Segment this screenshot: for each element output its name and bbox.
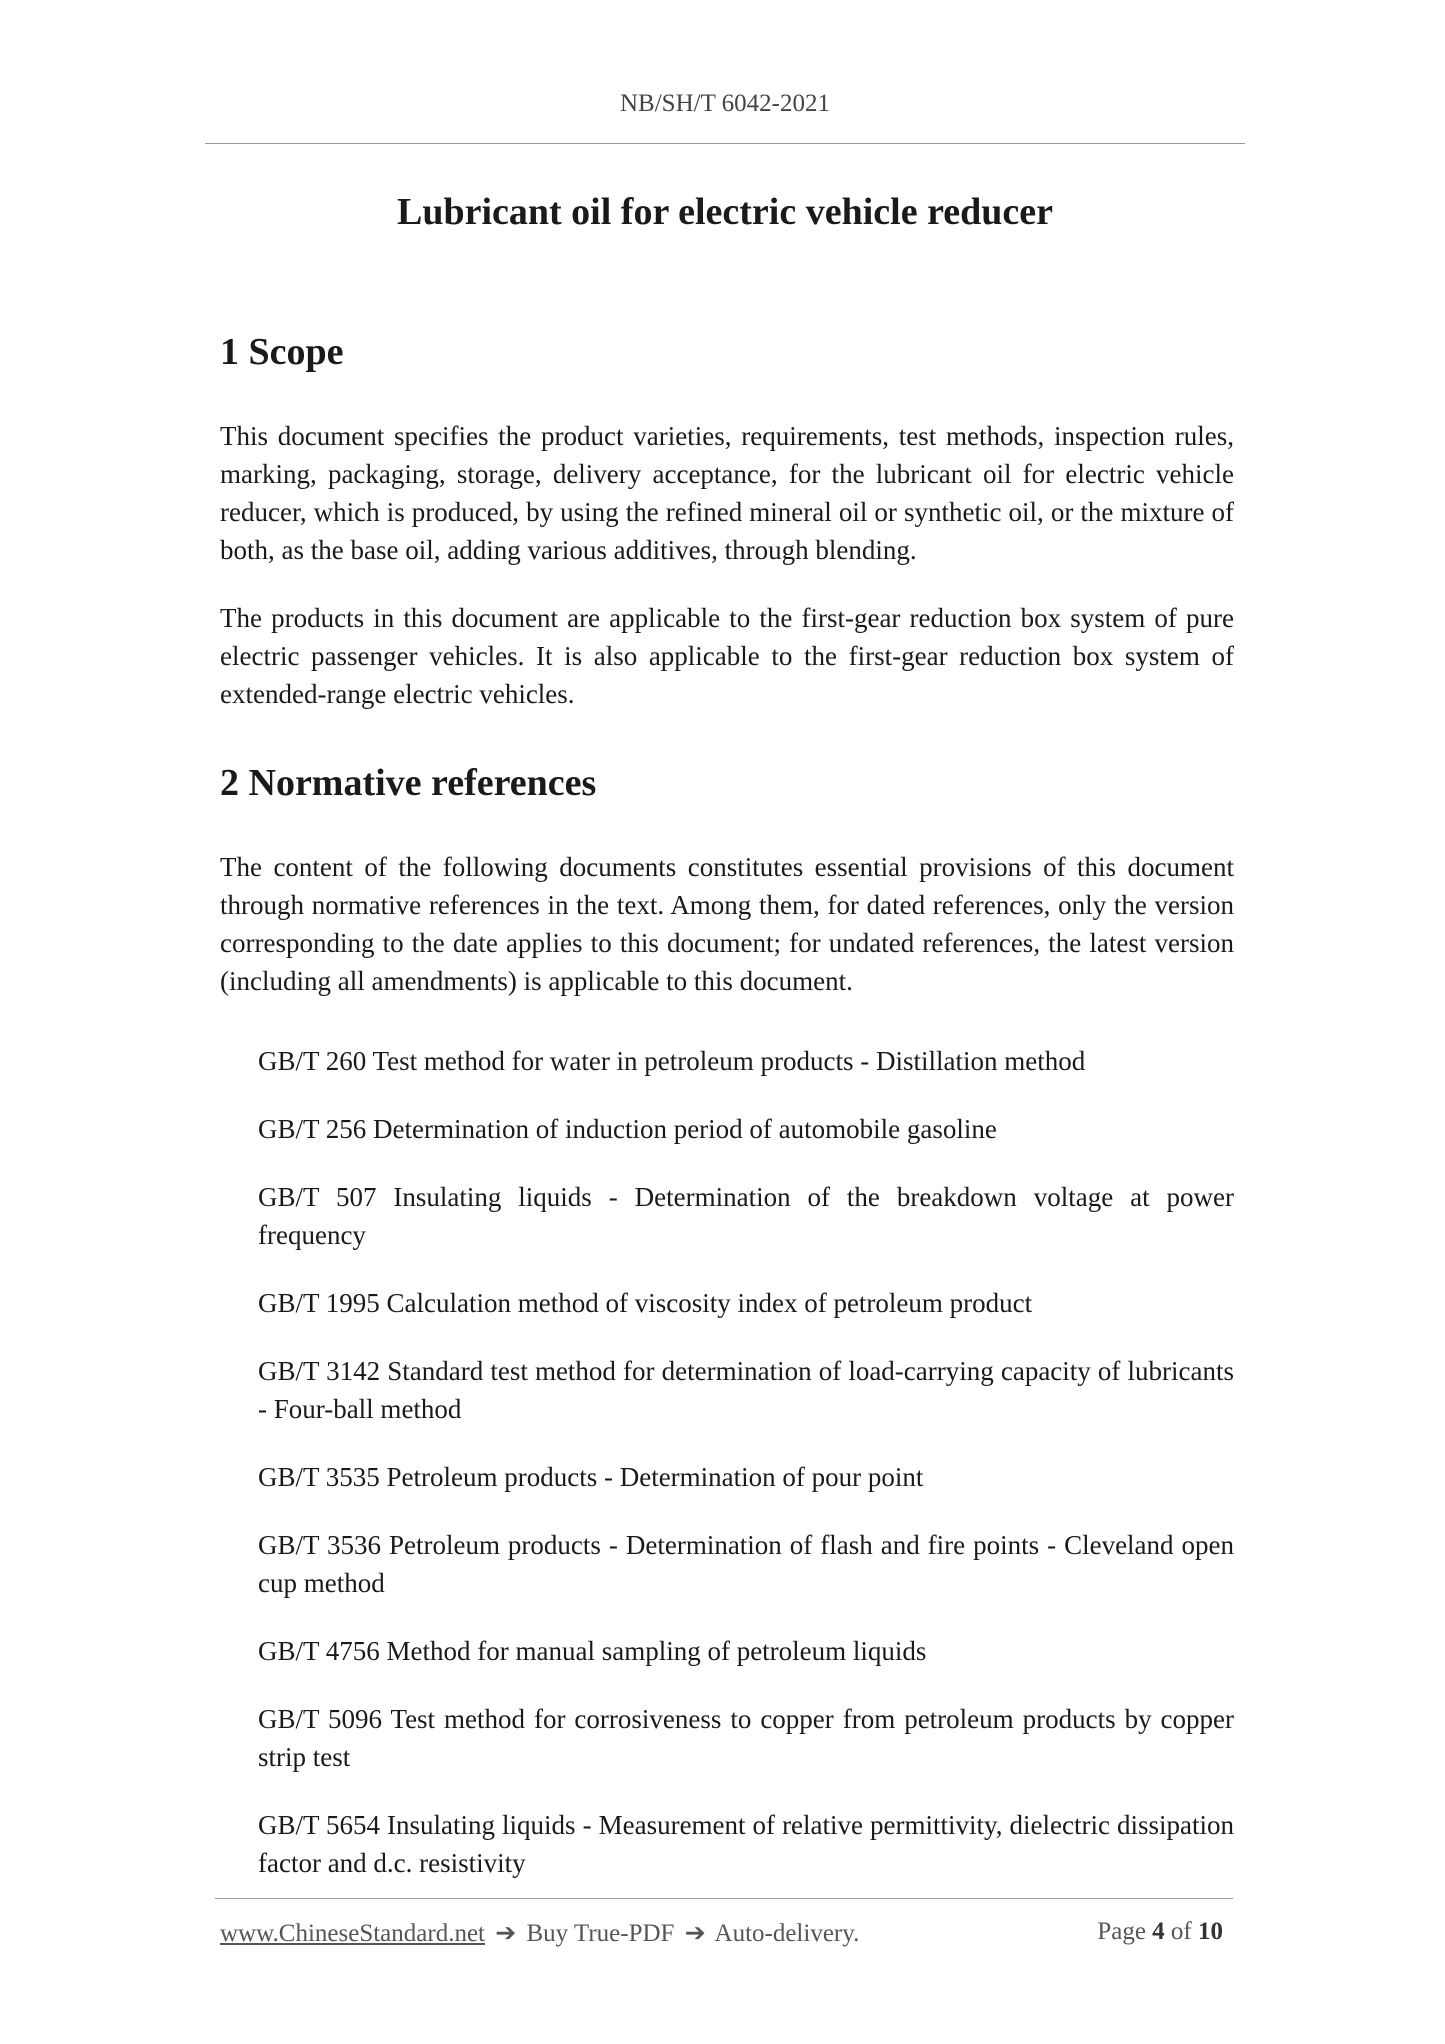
of-label: of xyxy=(1170,1918,1192,1945)
header-divider xyxy=(205,143,1245,144)
reference-item: GB/T 507 Insulating liquids - Determination of the breakdown voltage at power frequency xyxy=(258,1182,1234,1250)
reference-item: GB/T 1995 Calculation method of viscosity index of petroleum product xyxy=(258,1288,1033,1318)
arrow-right-icon: ➔ xyxy=(684,1920,706,1947)
scope-paragraph: This document specifies the product varieties, requirements, test methods, inspection rules, marking, packaging, storage, delivery acceptance, for the lubricant oil for electric vehicle reducer, which is produced, by using the refined mineral oil or synthetic oil, or the mixture of both, as the base oil, adding various additives, through blending. xyxy=(220,421,1234,565)
auto-delivery-text: Auto-delivery. xyxy=(714,1920,860,1947)
reference-item: GB/T 256 Determination of induction period of automobile gasoline xyxy=(258,1114,997,1144)
reference-item: GB/T 3536 Petroleum products - Determination of flash and fire points - Cleveland open cup method xyxy=(258,1530,1234,1598)
document-title: Lubricant oil for electric vehicle reducer xyxy=(396,191,1053,233)
scope-paragraph: The products in this document are applicable to the first-gear reduction box system of pure electric passenger vehicles. It is also applicable to the first-gear reduction box system of extended-range electric vehicles. xyxy=(220,603,1234,709)
reference-item: GB/T 5654 Insulating liquids - Measurement of relative permittivity, dielectric dissipation factor and d.c. resistivity xyxy=(258,1810,1234,1878)
reference-list xyxy=(258,1042,1234,1912)
buy-true-pdf-text: Buy True-PDF xyxy=(526,1920,675,1947)
footer-promo xyxy=(220,1918,859,1948)
arrow-right-icon: ➔ xyxy=(495,1920,517,1947)
reference-item: GB/T 4756 Method for manual sampling of petroleum liquids xyxy=(258,1636,927,1666)
section-heading-normative-references: 2 Normative references xyxy=(220,762,597,804)
reference-item: GB/T 3142 Standard test method for determination of load-carrying capacity of lubricants - Four-ball method xyxy=(258,1356,1234,1424)
page-label: Page xyxy=(1097,1918,1146,1945)
site-link[interactable]: www.ChineseStandard.net xyxy=(220,1920,485,1947)
reference-item: GB/T 3535 Petroleum products - Determination of pour point xyxy=(258,1462,924,1492)
footer-divider xyxy=(215,1898,1233,1899)
normative-references-intro: The content of the following documents constitutes essential provisions of this document through normative references in the text. Among them, for dated references, only the version corresponding to the date applies to this document; for undated references, the latest version (including all amendments) is applicable to this document. xyxy=(220,852,1234,996)
current-page-number: 4 xyxy=(1152,1918,1165,1945)
section-heading-scope: 1 Scope xyxy=(220,331,344,373)
reference-item: GB/T 5096 Test method for corrosiveness to copper from petroleum products by copper strip test xyxy=(258,1704,1234,1772)
page-header-standard-number: NB/SH/T 6042-2021 xyxy=(620,90,830,117)
page-indicator xyxy=(1097,1918,1223,1946)
total-page-count: 10 xyxy=(1198,1918,1223,1945)
reference-item: GB/T 260 Test method for water in petroleum products - Distillation method xyxy=(258,1046,1086,1076)
